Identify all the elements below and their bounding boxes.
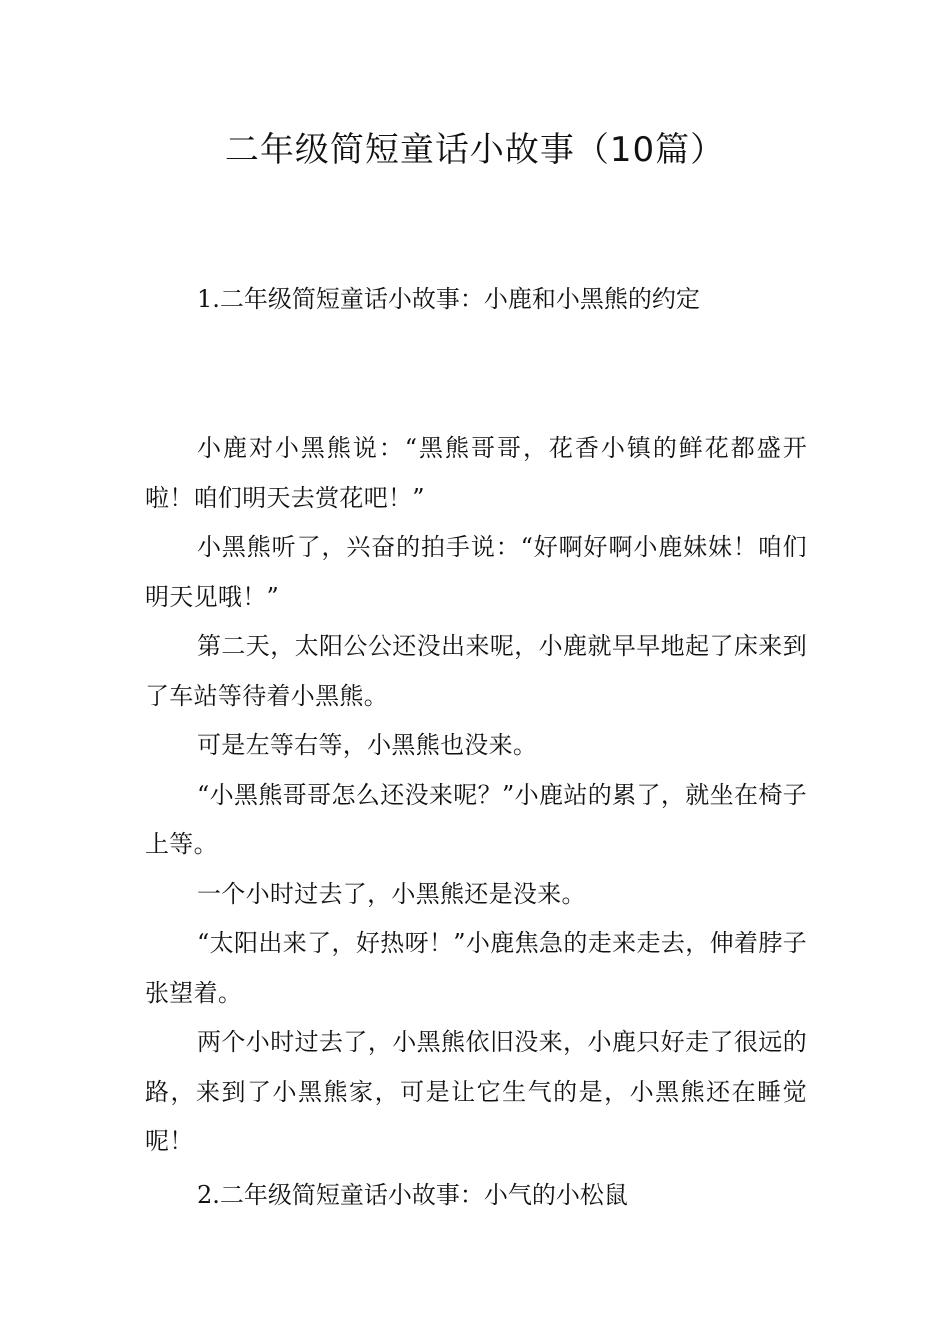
paragraph: “小黑熊哥哥怎么还没来呢？”小鹿站的累了，就坐在椅子上等。 — [145, 780, 807, 858]
paragraph: 可是左等右等，小黑熊也没来。 — [197, 731, 538, 759]
paragraph: “太阳出来了，好热呀！”小鹿焦急的走来走去，伸着脖子张望着。 — [145, 929, 807, 1007]
paragraph: 第二天，太阳公公还没出来呢，小鹿就早早地起了床来到了车站等待着小黑熊。 — [145, 632, 807, 710]
section-heading-1: 1.二年级简短童话小故事：小鹿和小黑熊的约定 — [197, 285, 700, 313]
document-title: 二年级简短童话小故事（10篇） — [224, 130, 726, 170]
paragraph: 一个小时过去了，小黑熊还是没来。 — [197, 879, 586, 908]
paragraph: 小黑熊听了，兴奋的拍手说：“好啊好啊小鹿妹妹！咱们明天见哦！” — [145, 533, 807, 611]
story-body — [145, 424, 807, 1167]
section-heading-2: 2.二年级简短童话小故事：小气的小松鼠 — [197, 1181, 628, 1209]
paragraph: 小鹿对小黑熊说：“黑熊哥哥，花香小镇的鲜花都盛开啦！咱们明天去赏花吧！” — [145, 434, 807, 512]
paragraph: 两个小时过去了，小黑熊依旧没来，小鹿只好走了很远的路，来到了小黑熊家，可是让它生气的是，小黑熊还在睡觉呢！ — [145, 1028, 807, 1155]
